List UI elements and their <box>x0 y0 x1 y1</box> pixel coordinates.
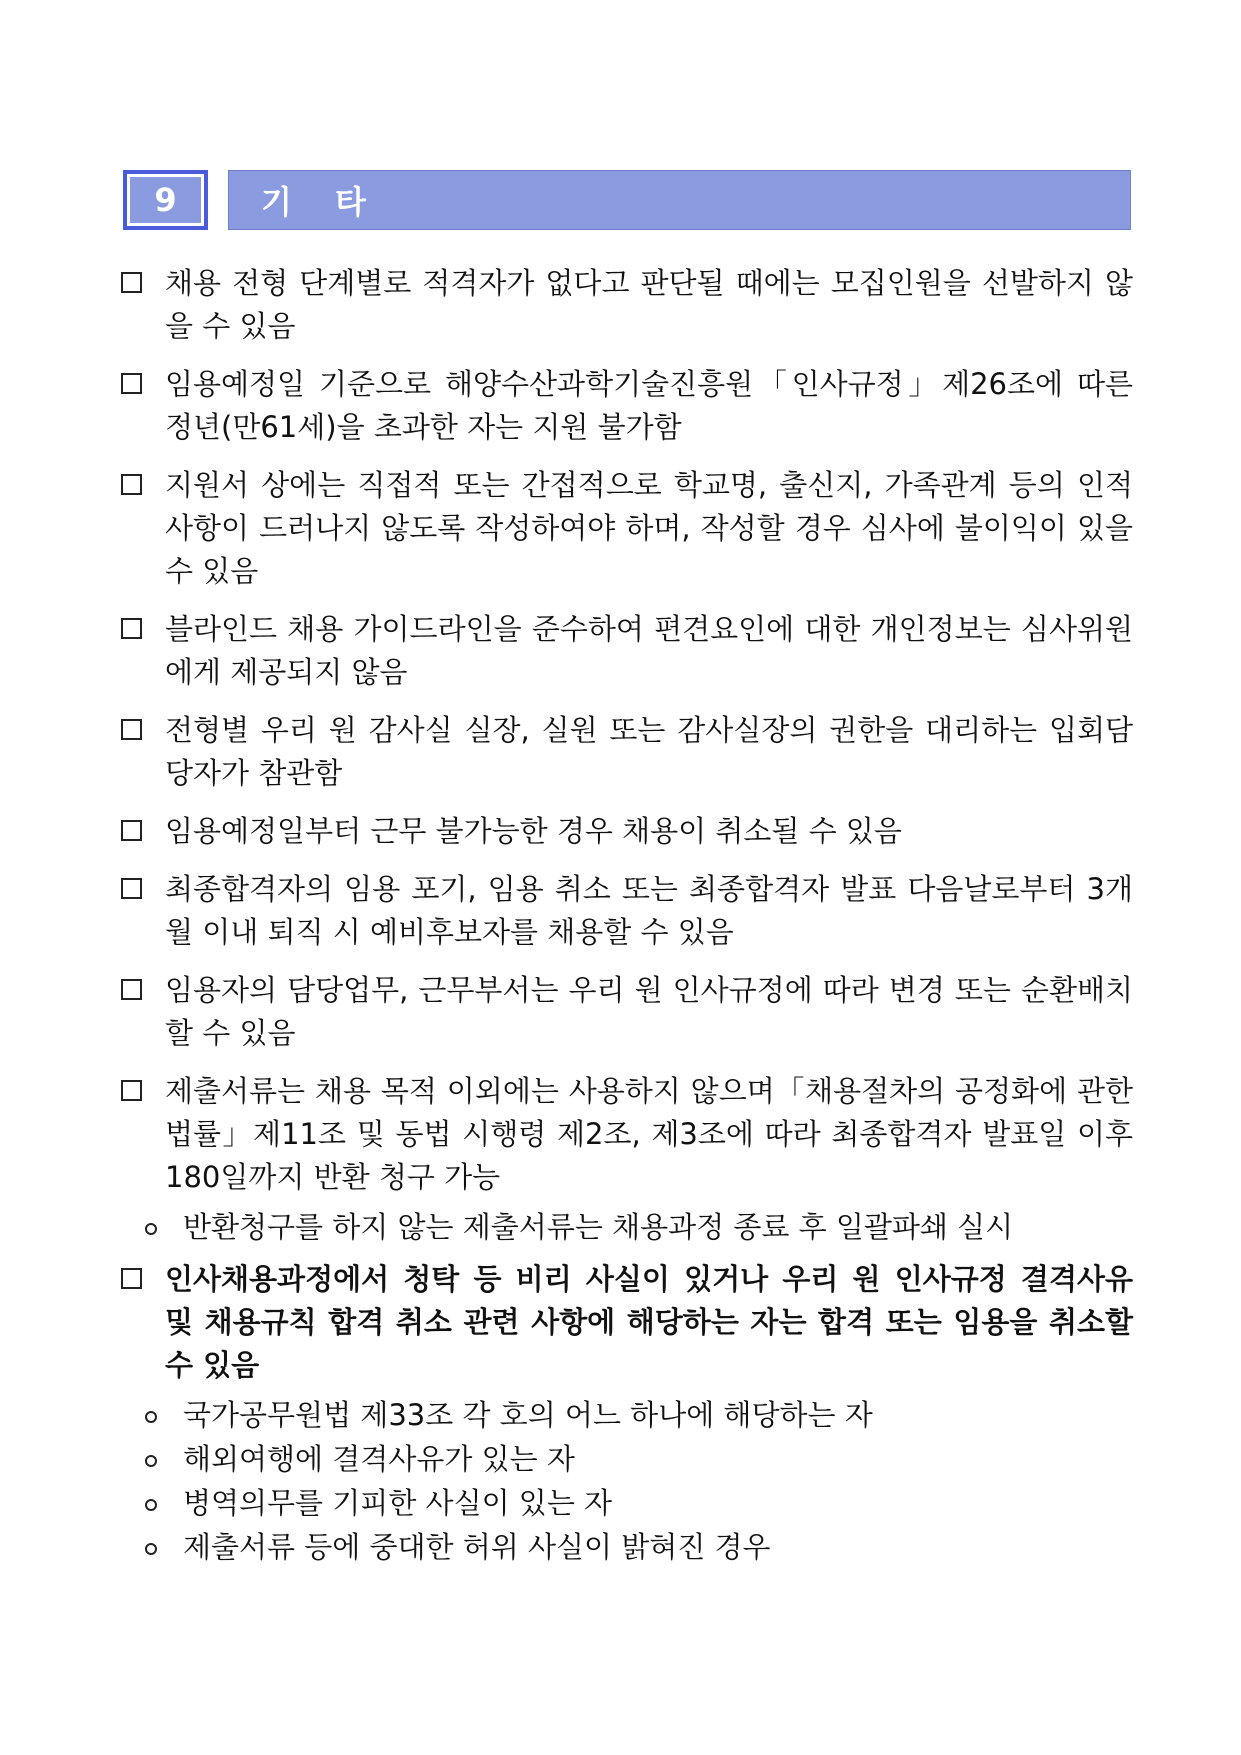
notice-item <box>118 1070 1133 1199</box>
checkbox-bullet-icon <box>121 373 142 394</box>
notice-item-text: 채용 전형 단계별로 적격자가 없다고 판단될 때에는 모집인원을 선발하지 않을 수 있음 <box>165 266 1133 343</box>
notice-item <box>118 608 1133 694</box>
notice-item <box>118 262 1133 348</box>
notice-item <box>118 868 1133 954</box>
circle-bullet-icon <box>145 1411 157 1423</box>
notice-subitem-text: 반환청구를 하지 않는 제출서류는 채용과정 종료 후 일괄파쇄 실시 <box>183 1210 1014 1244</box>
notice-item-emphasized <box>118 1258 1133 1387</box>
checkbox-bullet-icon <box>121 1080 142 1101</box>
circle-bullet-icon <box>145 1455 157 1467</box>
section-number-badge: 9 <box>123 170 208 230</box>
notice-item-text: 블라인드 채용 가이드라인을 준수하여 편견요인에 대한 개인정보는 심사위원에게 제공되지 않음 <box>165 612 1133 689</box>
notice-subitem <box>118 1206 1133 1249</box>
section-title: 기 타 <box>228 170 1131 230</box>
checkbox-bullet-icon <box>121 474 142 495</box>
circle-bullet-icon <box>145 1543 157 1555</box>
notice-item <box>118 810 1133 853</box>
circle-bullet-icon <box>145 1499 157 1511</box>
checkbox-bullet-icon <box>121 719 142 740</box>
notice-item-text: 인사채용과정에서 청탁 등 비리 사실이 있거나 우리 원 인사규정 결격사유 및 채용규칙 합격 취소 관련 사항에 해당하는 자는 합격 또는 임용을 취소할 수 있음 <box>165 1262 1133 1382</box>
section-header <box>123 170 1131 230</box>
checkbox-bullet-icon <box>121 1268 142 1289</box>
notice-subitem-text: 국가공무원법 제33조 각 호의 어느 하나에 해당하는 자 <box>183 1398 873 1432</box>
notice-subitem <box>118 1438 1133 1481</box>
notice-list <box>118 262 1133 1578</box>
checkbox-bullet-icon <box>121 979 142 1000</box>
checkbox-bullet-icon <box>121 272 142 293</box>
circle-bullet-icon <box>145 1223 157 1235</box>
notice-subitem <box>118 1526 1133 1569</box>
notice-item <box>118 709 1133 795</box>
notice-item-text: 임용예정일 기준으로 해양수산과학기술진흥원「인사규정」제26조에 따른 정년(만61세)을 초과한 자는 지원 불가함 <box>165 367 1133 444</box>
checkbox-bullet-icon <box>121 618 142 639</box>
notice-item-text: 임용예정일부터 근무 불가능한 경우 채용이 취소될 수 있음 <box>165 814 902 848</box>
notice-item-text: 제출서류는 채용 목적 이외에는 사용하지 않으며「채용절차의 공정화에 관한 법률」제11조 및 동법 시행령 제2조, 제3조에 따라 최종합격자 발표일 이후 180일까지 반환 청구 가능 <box>165 1074 1133 1194</box>
notice-item-text: 전형별 우리 원 감사실 실장, 실원 또는 감사실장의 권한을 대리하는 입회담당자가 참관함 <box>165 713 1133 790</box>
notice-item-text: 최종합격자의 임용 포기, 임용 취소 또는 최종합격자 발표 다음날로부터 3개월 이내 퇴직 시 예비후보자를 채용할 수 있음 <box>165 872 1133 949</box>
notice-subitem-text: 해외여행에 결격사유가 있는 자 <box>183 1442 575 1476</box>
notice-subitem-text: 병역의무를 기피한 사실이 있는 자 <box>183 1486 613 1520</box>
notice-item <box>118 969 1133 1055</box>
notice-subitem-text: 제출서류 등에 중대한 허위 사실이 밝혀진 경우 <box>183 1530 771 1564</box>
checkbox-bullet-icon <box>121 878 142 899</box>
notice-subitem <box>118 1394 1133 1437</box>
notice-item-text: 지원서 상에는 직접적 또는 간접적으로 학교명, 출신지, 가족관계 등의 인적사항이 드러나지 않도록 작성하여야 하며, 작성할 경우 심사에 불이익이 있을 수 있음 <box>165 468 1133 588</box>
notice-item-text: 임용자의 담당업무, 근무부서는 우리 원 인사규정에 따라 변경 또는 순환배치 할 수 있음 <box>165 973 1133 1050</box>
notice-item <box>118 363 1133 449</box>
notice-subitem <box>118 1482 1133 1525</box>
checkbox-bullet-icon <box>121 820 142 841</box>
notice-item <box>118 464 1133 593</box>
